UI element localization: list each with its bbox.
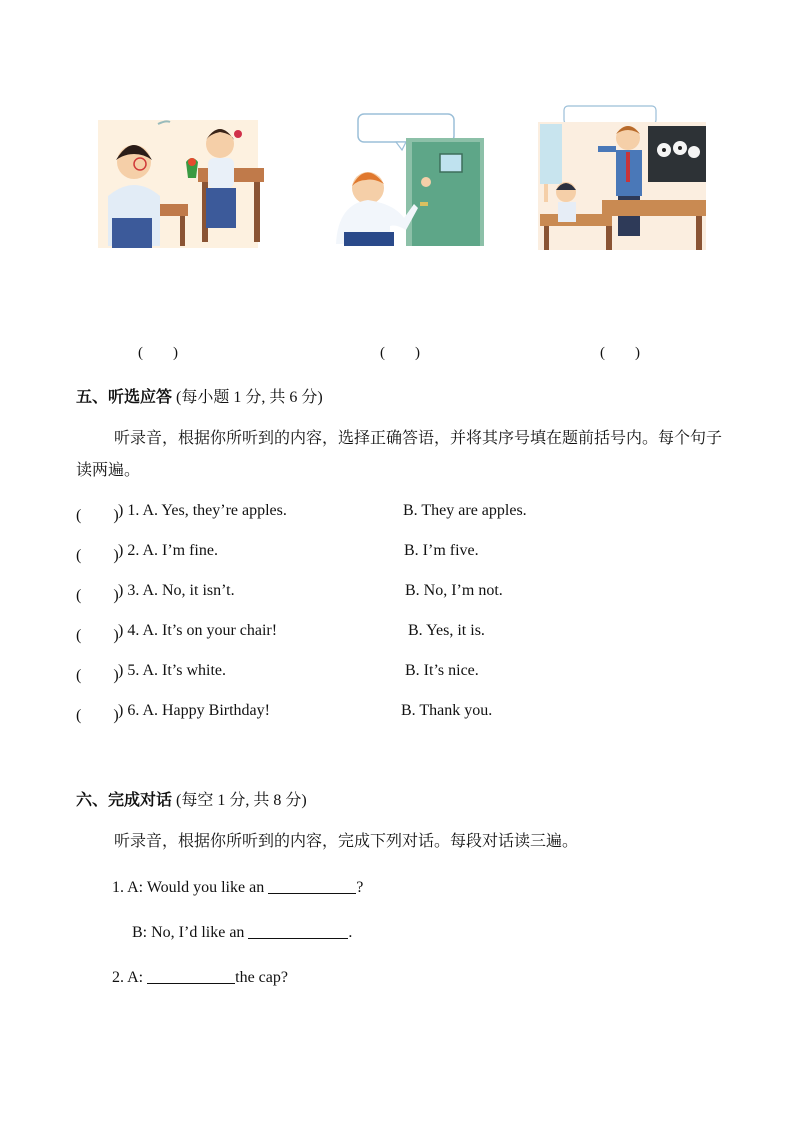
answer-bracket[interactable]: ( ): [76, 707, 119, 724]
option-a: ) 5. A. It’s white.: [118, 662, 226, 679]
answer-blank[interactable]: [248, 922, 348, 939]
option-a: ) 6. A. Happy Birthday!: [118, 702, 270, 719]
answer-bracket[interactable]: ( ): [76, 547, 119, 564]
dialogue-text: .: [348, 924, 353, 941]
option-a: ) 3. A. No, it isn’t.: [118, 582, 235, 599]
illustration-teacher-classroom: [536, 104, 708, 254]
option-b: B. It’s nice.: [405, 662, 479, 679]
section-6-score: (每空 1 分, 共 8 分): [176, 792, 307, 809]
option-a: ) 4. A. It’s on your chair!: [118, 622, 278, 639]
dialogue-line: [112, 877, 363, 897]
option-b: B. They are apples.: [403, 502, 527, 519]
section-5-heading: [76, 384, 323, 407]
desk: [602, 200, 706, 216]
question-row: [76, 702, 736, 724]
dialogue-text: 2. A:: [112, 969, 148, 986]
question-row: [76, 622, 736, 644]
question-row: [76, 502, 736, 524]
section-5-title: 五、听选应答: [76, 387, 173, 406]
section-6-heading: [76, 787, 307, 810]
dialogue-text: 1. A: Would you like an: [112, 879, 269, 896]
answer-blank[interactable]: [268, 877, 356, 894]
speech-bubble: [564, 106, 656, 124]
dialogue-text: B: No, I’d like an: [132, 924, 249, 941]
section-5-instruction: 听录音，根据你所听到的内容，选择正确答语，并将其序号填在题前括号内。每个句子读两遍。: [76, 428, 723, 479]
option-b: B. Thank you.: [401, 702, 493, 719]
dialogue-line: [132, 922, 352, 942]
option-b: B. I’m five.: [404, 542, 479, 559]
dialogue-text: ?: [356, 879, 364, 896]
illustration-boy-at-door: [326, 112, 486, 252]
option-a: ) 2. A. I’m fine.: [118, 542, 218, 559]
illustration-girls-classroom: [88, 112, 268, 252]
option-a: ) 1. A. Yes, they’re apples.: [118, 502, 287, 519]
section-6-title: 六、完成对话: [76, 790, 173, 809]
option-b: B. No, I’m not.: [405, 582, 503, 599]
answer-bracket[interactable]: ( ): [76, 667, 119, 684]
picture-2-answer-bracket[interactable]: ( ): [380, 345, 420, 361]
answer-bracket[interactable]: ( ): [76, 627, 119, 644]
answer-bracket[interactable]: ( ): [76, 587, 119, 604]
question-row: [76, 662, 736, 684]
answer-blank[interactable]: [147, 967, 235, 984]
picture-1-answer-bracket[interactable]: ( ): [138, 345, 178, 361]
answer-bracket[interactable]: ( ): [76, 507, 119, 524]
dialogue-text: the cap?: [235, 969, 288, 986]
speech-bubble: [358, 114, 454, 142]
section-5-score: (每小题 1 分, 共 6 分): [176, 389, 323, 406]
question-row: [76, 582, 736, 604]
option-b: B. Yes, it is.: [408, 622, 485, 639]
section-6-instruction: 听录音，根据你所听到的内容，完成下列对话。每段对话读三遍。: [114, 831, 579, 850]
picture-3-answer-bracket[interactable]: ( ): [600, 345, 640, 361]
dialogue-line: [112, 967, 288, 987]
question-row: [76, 542, 736, 564]
